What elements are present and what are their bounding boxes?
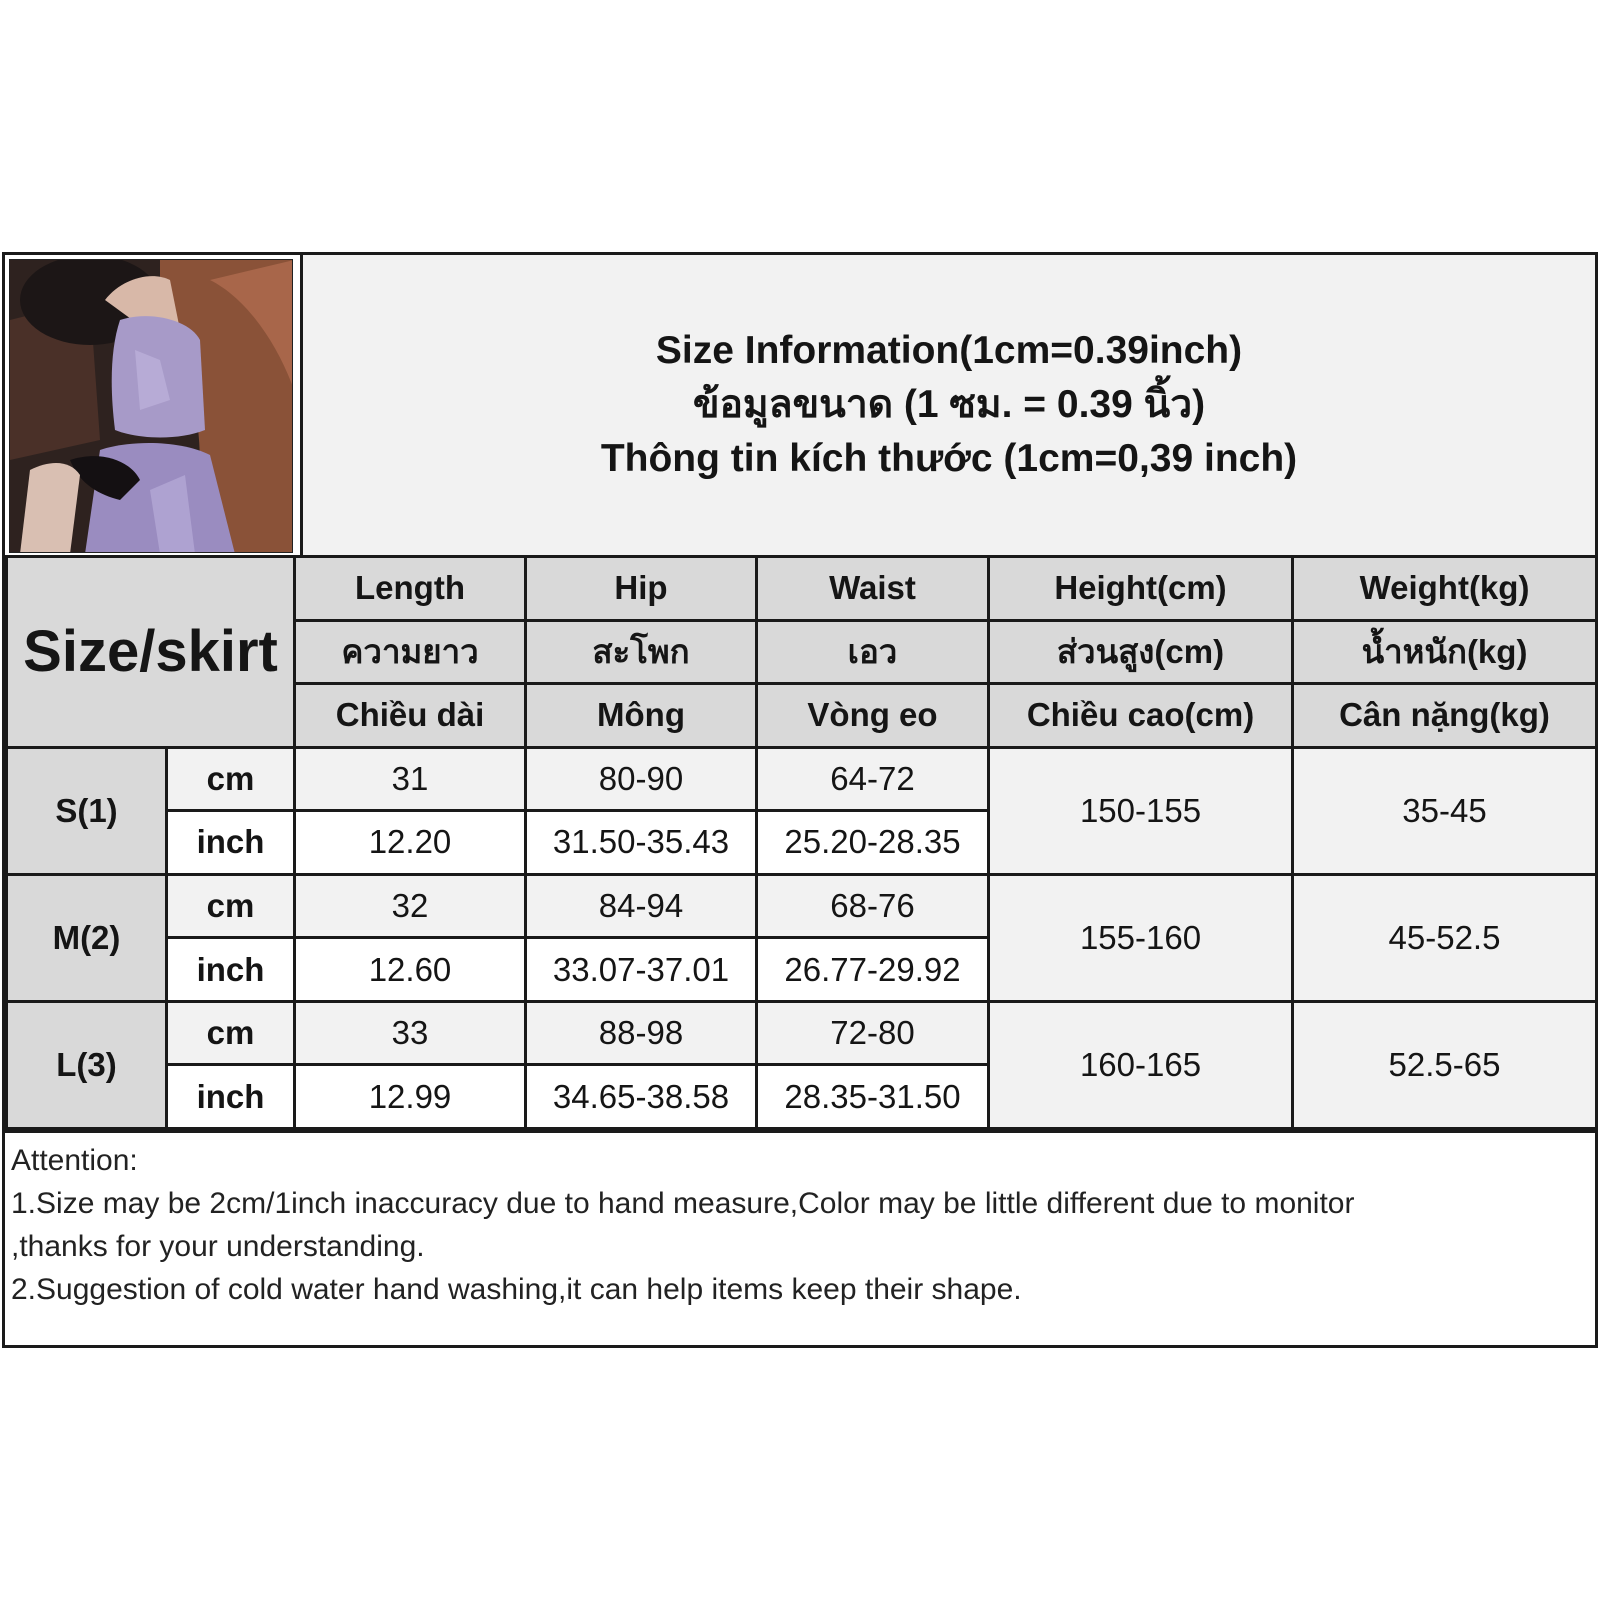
table-row <box>7 874 1597 938</box>
cell-hip-cm: 88-98 <box>526 1001 757 1065</box>
title-line-vi: Thông tin kích thước (1cm=0,39 inch) <box>600 437 1298 480</box>
col-header-waist-vi: Vòng eo <box>757 684 989 748</box>
table-row <box>7 1001 1597 1065</box>
table-row <box>7 747 1597 811</box>
cell-hip-inch: 33.07-37.01 <box>526 938 757 1002</box>
col-header-weight-th: น้ำหนัก(kg) <box>1293 620 1597 684</box>
note-line-1-cont: ,thanks for your understanding. <box>11 1230 425 1263</box>
title-line-en: Size Information(1cm=0.39inch) <box>655 329 1243 372</box>
attention-notes <box>5 1130 1595 1345</box>
cell-hip-inch: 34.65-38.58 <box>526 1065 757 1129</box>
notes-heading: Attention: <box>11 1144 138 1177</box>
unit-cm: cm <box>167 1001 295 1065</box>
cell-length-cm: 31 <box>295 747 526 811</box>
title-line-th: ข้อมูลขนาด (1 ซม. = 0.39 นิ้ว) <box>692 383 1206 426</box>
cell-waist-inch: 26.77-29.92 <box>757 938 989 1002</box>
product-photo <box>9 259 293 553</box>
unit-cm: cm <box>167 874 295 938</box>
cell-length-cm: 32 <box>295 874 526 938</box>
cell-waist-cm: 68-76 <box>757 874 989 938</box>
size-label-l: L(3) <box>7 1001 167 1128</box>
cell-weight: 35-45 <box>1293 747 1597 874</box>
cell-waist-inch: 28.35-31.50 <box>757 1065 989 1129</box>
cell-weight: 45-52.5 <box>1293 874 1597 1001</box>
col-header-weight-vi: Cân nặng(kg) <box>1293 684 1597 748</box>
cell-hip-cm: 80-90 <box>526 747 757 811</box>
header-row-en <box>7 557 1597 621</box>
col-header-weight: Weight(kg) <box>1293 557 1597 621</box>
cell-height: 160-165 <box>989 1001 1293 1128</box>
size-table <box>5 555 1598 1130</box>
cell-height: 155-160 <box>989 874 1293 1001</box>
col-header-height: Height(cm) <box>989 557 1293 621</box>
note-line-1: 1.Size may be 2cm/1inch inaccuracy due to hand measure,Color may be little different due to monitor <box>11 1187 1355 1220</box>
unit-cm: cm <box>167 747 295 811</box>
cell-height: 150-155 <box>989 747 1293 874</box>
size-label-s: S(1) <box>7 747 167 874</box>
col-header-height-th: ส่วนสูง(cm) <box>989 620 1293 684</box>
cell-length-inch: 12.99 <box>295 1065 526 1129</box>
cell-hip-cm: 84-94 <box>526 874 757 938</box>
note-line-2: 2.Suggestion of cold water hand washing,it can help items keep their shape. <box>11 1273 1022 1306</box>
corner-label: Size/skirt <box>7 557 295 748</box>
cell-length-cm: 33 <box>295 1001 526 1065</box>
cell-weight: 52.5-65 <box>1293 1001 1597 1128</box>
col-header-length-vi: Chiều dài <box>295 684 526 748</box>
unit-inch: inch <box>167 938 295 1002</box>
col-header-waist: Waist <box>757 557 989 621</box>
col-header-length: Length <box>295 557 526 621</box>
col-header-hip-th: สะโพก <box>526 620 757 684</box>
cell-waist-cm: 72-80 <box>757 1001 989 1065</box>
cell-length-inch: 12.60 <box>295 938 526 1002</box>
cell-waist-inch: 25.20-28.35 <box>757 811 989 875</box>
cell-length-inch: 12.20 <box>295 811 526 875</box>
col-header-hip: Hip <box>526 557 757 621</box>
col-header-length-th: ความยาว <box>295 620 526 684</box>
col-header-hip-vi: Mông <box>526 684 757 748</box>
col-header-waist-th: เอว <box>757 620 989 684</box>
cell-hip-inch: 31.50-35.43 <box>526 811 757 875</box>
unit-inch: inch <box>167 811 295 875</box>
size-label-m: M(2) <box>7 874 167 1001</box>
cell-waist-cm: 64-72 <box>757 747 989 811</box>
col-header-height-vi: Chiều cao(cm) <box>989 684 1293 748</box>
product-photo-icon <box>10 260 293 553</box>
size-chart <box>2 252 1598 1348</box>
size-information-title <box>300 255 1595 555</box>
unit-inch: inch <box>167 1065 295 1129</box>
